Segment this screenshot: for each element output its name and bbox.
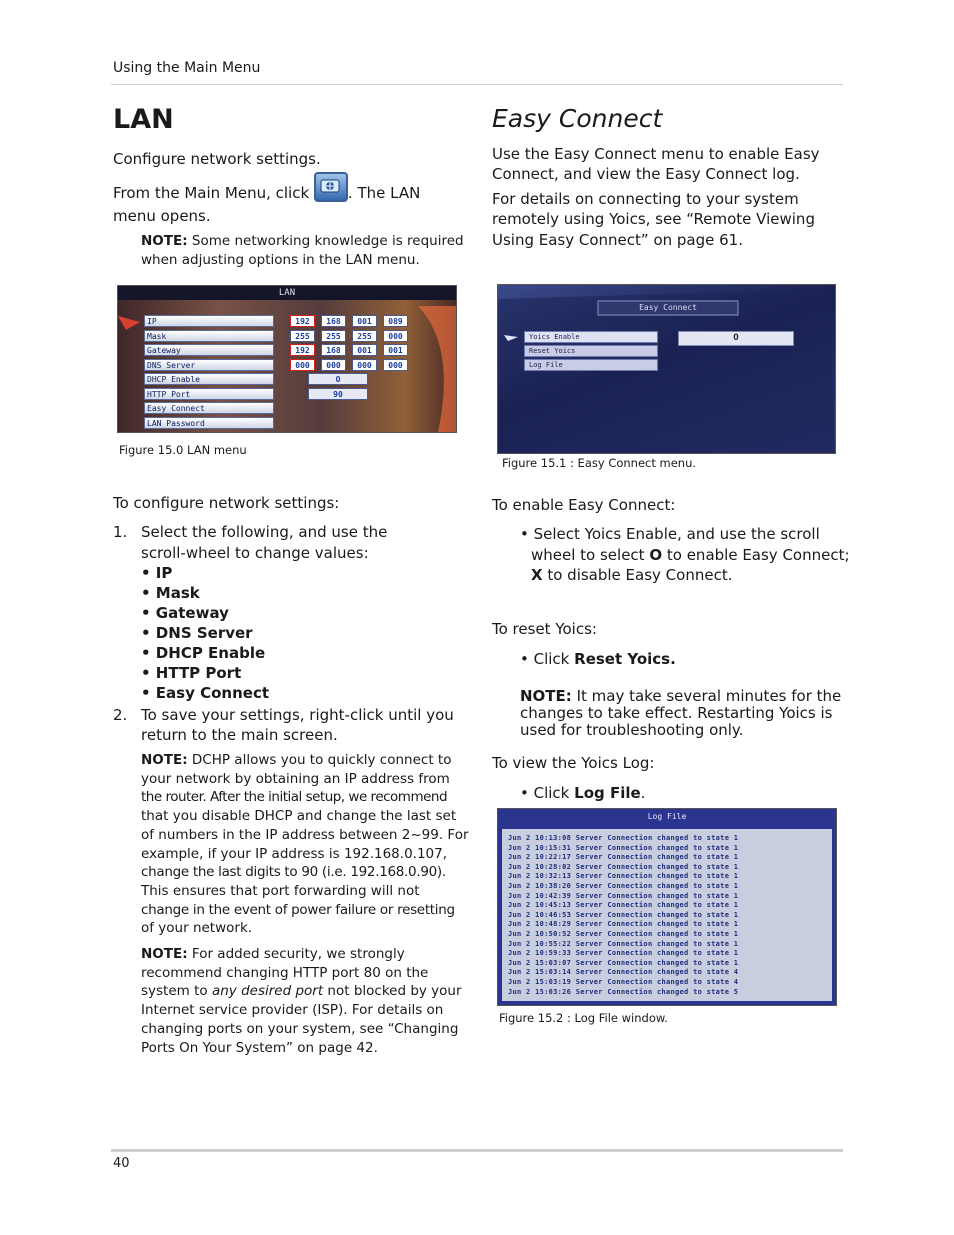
octet-field: 000 bbox=[321, 359, 346, 371]
lan-menu-screenshot bbox=[117, 285, 457, 433]
octet-field: 000 bbox=[383, 330, 408, 342]
lan-screen-row: Mask bbox=[144, 330, 274, 342]
easy-screen-row: Log File bbox=[524, 359, 658, 371]
lan-menu-icon bbox=[314, 172, 348, 202]
enable-symbol: O bbox=[649, 546, 663, 564]
log-intro: To view the Yoics Log: bbox=[492, 754, 655, 772]
log-entry: Jun 2 10:59:33 Server Connection changed to state 1 bbox=[508, 949, 739, 958]
note-line: used for troubleshooting only. bbox=[520, 721, 744, 739]
log-label: Log File bbox=[574, 784, 641, 802]
octet-field: 192 bbox=[290, 344, 315, 356]
octet-field: 000 bbox=[383, 359, 408, 371]
running-header: Using the Main Menu bbox=[113, 60, 261, 76]
lan-value-row bbox=[290, 373, 450, 385]
list-item: • HTTP Port bbox=[141, 664, 242, 682]
log-entry: Jun 2 15:03:19 Server Connection changed to state 4 bbox=[508, 977, 739, 986]
list-item: • DNS Server bbox=[141, 624, 253, 642]
note-line: that you disable DHCP and change the last set bbox=[141, 808, 457, 825]
octet-field: 255 bbox=[321, 330, 346, 342]
reset-text: • Click bbox=[520, 650, 575, 668]
list-item: • IP bbox=[141, 564, 173, 582]
easy-figure-caption: Figure 15.1 : Easy Connect menu. bbox=[502, 456, 697, 470]
log-step bbox=[520, 783, 645, 803]
log-text: . bbox=[640, 784, 646, 802]
log-entry: Jun 2 10:42:39 Server Connection changed to state 1 bbox=[508, 891, 739, 900]
log-entry: Jun 2 10:48:29 Server Connection changed to state 1 bbox=[508, 920, 739, 929]
octet-field: 001 bbox=[352, 344, 377, 356]
from-menu-text-after: . The LAN bbox=[347, 184, 421, 202]
list-item: • Gateway bbox=[141, 604, 229, 622]
enable-line2 bbox=[531, 545, 850, 565]
enable-line1: • Select Yoics Enable, and use the scroll bbox=[520, 525, 820, 543]
lan-value-row bbox=[290, 315, 450, 327]
log-list bbox=[502, 829, 832, 997]
log-screen-title: Log File bbox=[647, 812, 687, 821]
step1-number: 1. bbox=[113, 523, 128, 541]
log-figure-caption: Figure 15.2 : Log File window. bbox=[499, 1011, 668, 1025]
note-line: Ports On Your System” on page 42. bbox=[141, 1039, 378, 1056]
note-label: NOTE: bbox=[520, 687, 572, 705]
enable-line3 bbox=[531, 565, 732, 585]
log-entry: Jun 2 10:15:31 Server Connection changed to state 1 bbox=[508, 843, 739, 852]
page-number: 40 bbox=[113, 1156, 130, 1171]
log-file-screenshot bbox=[497, 808, 837, 1006]
log-entry: Jun 2 10:45:13 Server Connection changed to state 1 bbox=[508, 901, 739, 910]
log-entry: Jun 2 15:03:26 Server Connection changed to state 5 bbox=[508, 987, 739, 996]
octet-field: 255 bbox=[352, 330, 377, 342]
octet-field: 001 bbox=[383, 344, 408, 356]
easy-details-line2: remotely using Yoics, see “Remote Viewing bbox=[492, 210, 815, 228]
note-line: of your network. bbox=[141, 920, 253, 937]
step1-line2: scroll-wheel to change values: bbox=[141, 544, 369, 562]
note-line: For added security, we strongly bbox=[191, 946, 405, 962]
reset-label: Reset Yoics. bbox=[574, 650, 676, 668]
octet-field: 192 bbox=[290, 315, 315, 327]
lan-screen-row: HTTP Port bbox=[144, 388, 274, 400]
easy-screen-title: Easy Connect bbox=[639, 303, 697, 312]
lan-screen-values bbox=[290, 315, 450, 402]
octet-field: 000 bbox=[352, 359, 377, 371]
note-line: system to bbox=[141, 983, 212, 1000]
note-line: your network by obtaining an IP address from bbox=[141, 770, 450, 787]
lan-figure-caption: Figure 15.0 LAN menu bbox=[119, 443, 247, 457]
note-label: NOTE: bbox=[141, 946, 188, 962]
step1-line1: Select the following, and use the bbox=[141, 523, 388, 541]
octet-field: 001 bbox=[352, 315, 377, 327]
footer-rule bbox=[111, 1149, 843, 1152]
note-line: example, if your IP address is 192.168.0.107, bbox=[141, 845, 448, 862]
note-line: of numbers in the IP address between 2~99. For bbox=[141, 826, 469, 843]
log-entry: Jun 2 10:50:52 Server Connection changed to state 1 bbox=[508, 929, 739, 938]
log-entry: Jun 2 10:32:13 Server Connection changed to state 1 bbox=[508, 872, 739, 881]
enable-text: to disable Easy Connect. bbox=[542, 566, 733, 584]
note-line: changes to take effect. Restarting Yoics is bbox=[520, 704, 833, 722]
note-line: Some networking knowledge is required bbox=[191, 233, 464, 249]
reset-intro: To reset Yoics: bbox=[492, 620, 597, 638]
octet-field: 168 bbox=[321, 315, 346, 327]
lan-title: LAN bbox=[113, 104, 174, 135]
note-label: NOTE: bbox=[141, 233, 188, 249]
easy-intro-line2: Connect, and view the Easy Connect log. bbox=[492, 165, 800, 183]
log-list-panel bbox=[502, 829, 832, 1001]
log-text: • Click bbox=[520, 784, 575, 802]
lan-value-row bbox=[290, 344, 450, 356]
easy-screen-rows bbox=[524, 331, 658, 373]
lan-screen-row: DNS Server bbox=[144, 359, 274, 371]
security-note bbox=[141, 945, 471, 1057]
note-line: the router. After the initial setup, we recommend bbox=[141, 789, 448, 806]
lan-screen-row: Gateway bbox=[144, 344, 274, 356]
easy-details-line3: Using Easy Connect” on page 61. bbox=[492, 231, 743, 249]
note-emphasis: any desired port bbox=[211, 983, 324, 1000]
from-menu-text: From the Main Menu, click bbox=[113, 184, 310, 202]
lan-screen-row: IP bbox=[144, 315, 274, 327]
list-item: • Easy Connect bbox=[141, 684, 270, 702]
note-line: recommend changing HTTP port 80 on the bbox=[141, 964, 429, 981]
octet-field: 255 bbox=[290, 330, 315, 342]
dhcp-note bbox=[141, 751, 471, 938]
lan-screen-title: LAN bbox=[278, 288, 296, 298]
octet-field: 168 bbox=[321, 344, 346, 356]
easy-connect-screenshot bbox=[497, 284, 836, 454]
log-entry: Jun 2 10:28:02 Server Connection changed to state 1 bbox=[508, 862, 739, 871]
easy-note bbox=[520, 688, 842, 739]
note-line: It may take several minutes for the bbox=[576, 687, 842, 705]
lan-screen-row: LAN Password bbox=[144, 417, 274, 429]
log-entry: Jun 2 15:03:14 Server Connection changed to state 4 bbox=[508, 968, 739, 977]
disable-symbol: X bbox=[531, 566, 543, 584]
note-line: DCHP allows you to quickly connect to bbox=[191, 752, 452, 768]
lan-value-row bbox=[290, 388, 450, 400]
note-line: when adjusting options in the LAN menu. bbox=[141, 251, 420, 268]
note-line: changing ports on your system, see “Changing bbox=[141, 1020, 459, 1037]
log-entry: Jun 2 10:55:22 Server Connection changed to state 1 bbox=[508, 939, 739, 948]
header-rule bbox=[111, 84, 843, 85]
from-menu-line2: menu opens. bbox=[113, 207, 211, 225]
note-label: NOTE: bbox=[141, 752, 188, 768]
reset-step bbox=[520, 649, 676, 669]
octet-field: 089 bbox=[383, 315, 408, 327]
lan-intro: Configure network settings. bbox=[113, 150, 321, 168]
lan-screen-rows bbox=[144, 315, 274, 431]
enable-intro: To enable Easy Connect: bbox=[492, 496, 676, 514]
setting-list bbox=[141, 563, 269, 703]
enable-text: to enable Easy Connect; bbox=[662, 546, 850, 564]
note-line: Internet service provider (ISP). For details on bbox=[141, 1002, 444, 1019]
http-port-value: 90 bbox=[308, 388, 368, 400]
list-item: • Mask bbox=[141, 584, 200, 602]
step2-line2: return to the main screen. bbox=[141, 726, 338, 744]
note-line: not blocked by your bbox=[323, 983, 462, 1000]
log-entry: Jun 2 10:46:53 Server Connection changed to state 1 bbox=[508, 910, 739, 919]
lan-screen-row: DHCP Enable bbox=[144, 373, 274, 385]
log-entry: Jun 2 10:13:08 Server Connection changed to state 1 bbox=[508, 834, 739, 842]
log-entry: Jun 2 15:03:07 Server Connection changed to state 1 bbox=[508, 958, 739, 967]
step2-line1: To save your settings, right-click until you bbox=[141, 706, 454, 724]
lan-screen-row: Easy Connect bbox=[144, 402, 274, 414]
step2-number: 2. bbox=[113, 706, 128, 724]
note-line: This ensures that port forwarding will not bbox=[141, 882, 420, 899]
octet-field: 000 bbox=[290, 359, 315, 371]
easy-connect-title: Easy Connect bbox=[492, 104, 663, 133]
note-line: change in the event of power failure or resetting bbox=[141, 901, 455, 918]
dhcp-value: O bbox=[308, 373, 368, 385]
lan-note bbox=[141, 232, 471, 269]
easy-screen-row: Reset Yoics bbox=[524, 345, 658, 357]
lan-value-row bbox=[290, 330, 450, 342]
lan-from-menu bbox=[113, 172, 420, 203]
log-entry: Jun 2 10:22:17 Server Connection changed to state 1 bbox=[508, 853, 739, 862]
configure-intro: To configure network settings: bbox=[113, 494, 340, 512]
lan-value-row bbox=[290, 359, 450, 371]
list-item: • DHCP Enable bbox=[141, 644, 266, 662]
yoics-enable-value: O bbox=[678, 331, 794, 346]
log-entry: Jun 2 10:38:20 Server Connection changed to state 1 bbox=[508, 881, 739, 890]
enable-text: wheel to select bbox=[531, 546, 650, 564]
easy-screen-row: Yoics Enable bbox=[524, 331, 658, 343]
easy-details-line1: For details on connecting to your system bbox=[492, 190, 799, 208]
easy-intro-line1: Use the Easy Connect menu to enable Easy bbox=[492, 145, 820, 163]
note-line: change the last digits to 90 (i.e. 192.168.0.90). bbox=[141, 864, 446, 881]
